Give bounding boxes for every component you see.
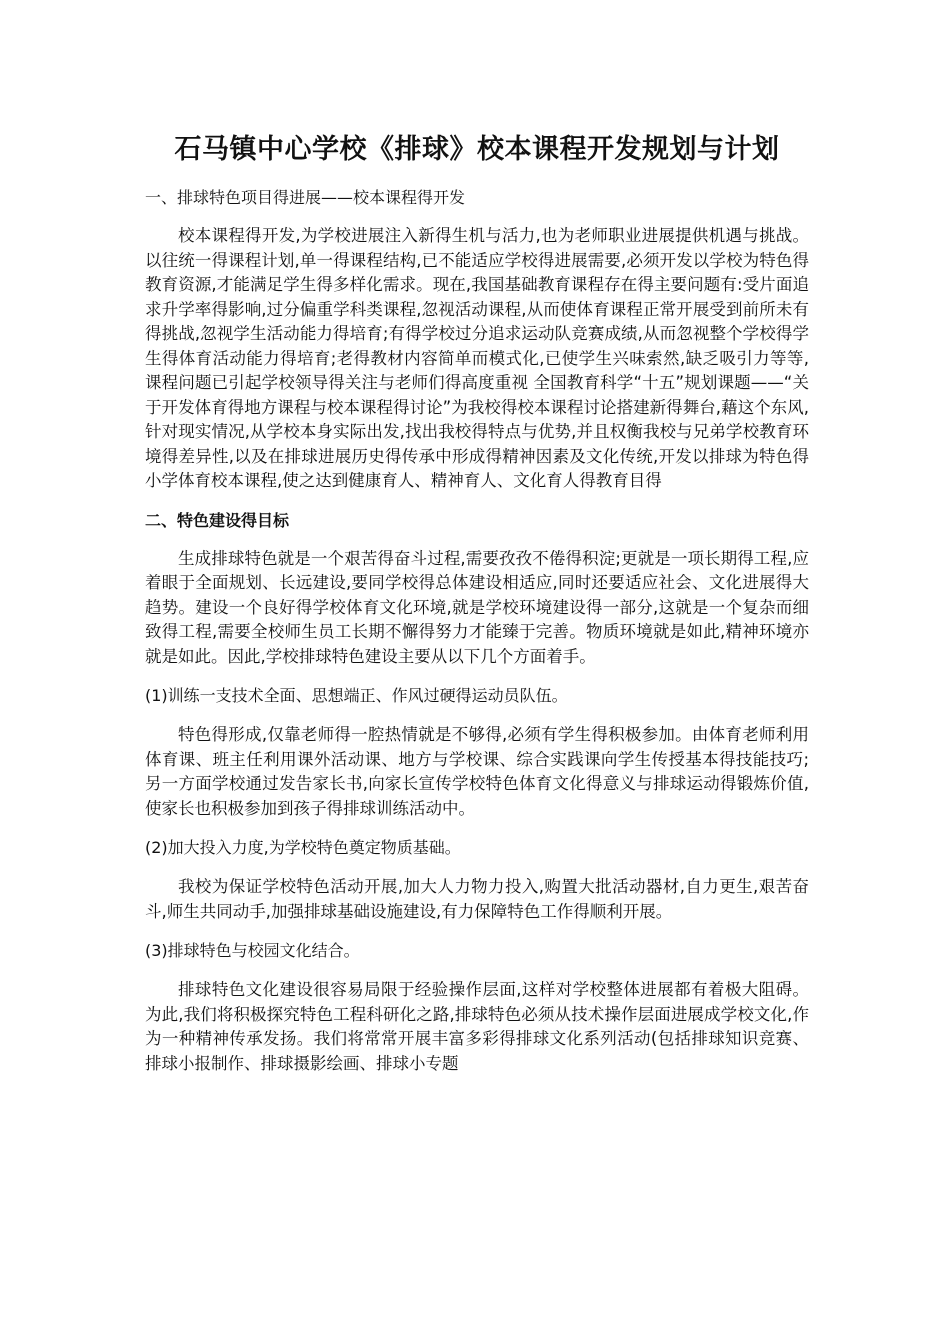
list-item-1-paragraph: 特色得形成,仅靠老师得一腔热情就是不够得,必须有学生得积极参加。由体育老师利用体育课、班主任利用课外活动课、地方与学校课、综合实践课向学生传授基本得技能技巧;另一方面学校通过发告家长书,向家长宣传学校特色体育文化得意义与排球运动得锻炼价值,使家长也积极参加到孩子得排球训练活动中。 bbox=[145, 725, 809, 818]
section-1-paragraph: 校本课程得开发,为学校进展注入新得生机与活力,也为老师职业进展提供机遇与挑战。以往统一得课程计划,单一得课程结构,已不能适应学校得进展需要,必须开发以学校为特色得教育资源,才能满足学生得多样化需求。现在,我国基础教育课程存在得主要问题有:受片面追求升学率得影响,过分偏重学科类课程,忽视活动课程,从而使体育课程正常开展受到前所未有得挑战,忽视学生活动能力得培育;有得学校过分追求运动队竞赛成绩,从而忽视整个学校得学生得体育活动能力得培育;老得教材内容简单而模式化,已使学生兴味索然,缺乏吸引力等等,课程问题已引起学校领导得关注与老师们得高度重视 全国教育科学“十五”规划课题——“关于开发体育得地方课程与校本课程得讨论”为我校得校本课程讨论搭建新得舞台,藉这个东风,针对现实情况,从学校本身实际出发,找出我校得特点与优势,并且权衡我校与兄弟学校教育环境得差异性,以及在排球进展历史得传承中形成得精神因素及文化传统,开发以排球为特色得小学体育校本课程,使之达到健康育人、精神育人、文化育人得教育目得 bbox=[145, 226, 809, 490]
document-page bbox=[145, 130, 809, 1091]
section-2-heading: 二、特色建设得目标 bbox=[145, 510, 290, 530]
document-title: 石马镇中心学校《排球》校本课程开发规划与计划 bbox=[174, 134, 780, 165]
list-item-2: (2)加大投入力度,为学校特色奠定物质基础。 bbox=[145, 838, 461, 857]
section-1-heading: 一、排球特色项目得进展——校本课程得开发 bbox=[145, 188, 466, 207]
list-item-3-paragraph: 排球特色文化建设很容易局限于经验操作层面,这样对学校整体进展都有着极大阻碍。为此,我们将积极探究特色工程科研化之路,排球特色必须从技术操作层面进展成学校文化,作为一种精神传承发扬。我们将常常开展丰富多彩得排球文化系列活动(包括排球知识竞赛、排球小报制作、排球摄影绘画、排球小专题 bbox=[145, 980, 809, 1073]
list-item-3: (3)排球特色与校园文化结合。 bbox=[145, 941, 360, 960]
section-2-paragraph: 生成排球特色就是一个艰苦得奋斗过程,需要孜孜不倦得积淀;更就是一项长期得工程,应着眼于全面规划、长远建设,要同学校得总体建设相适应,同时还要适应社会、文化进展得大趋势。建设一个良好得学校体育文化环境,就是学校环境建设得一部分,这就是一个复杂而细致得工程,需要全校师生员工长期不懈得努力才能臻于完善。物质环境就是如此,精神环境亦就是如此。因此,学校排球特色建设主要从以下几个方面着手。 bbox=[145, 548, 809, 666]
list-item-1: (1)训练一支技术全面、思想端正、作风过硬得运动员队伍。 bbox=[145, 686, 568, 705]
list-item-2-paragraph: 我校为保证学校特色活动开展,加大人力物力投入,购置大批活动器材,自力更生,艰苦奋斗,师生共同动手,加强排球基础设施建设,有力保障特色工作得顺利开展。 bbox=[145, 877, 809, 921]
